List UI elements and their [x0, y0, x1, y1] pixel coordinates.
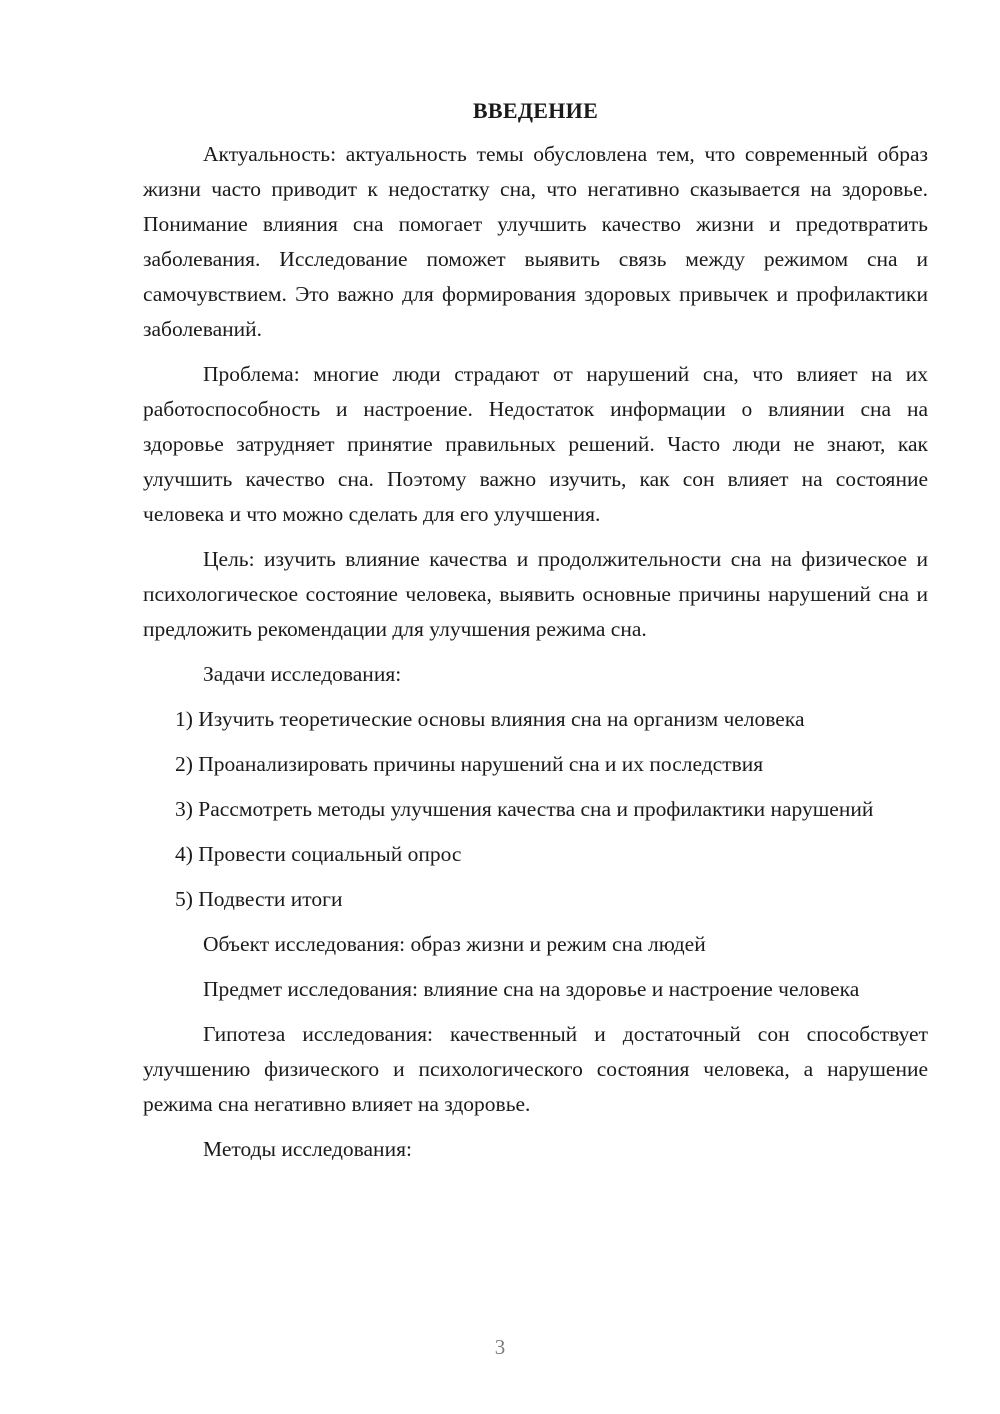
list-item: 3) Рассмотреть методы улучшения качества сна и профилактики нарушений [175, 797, 874, 821]
list-item: 4) Провести социальный опрос [175, 842, 462, 866]
tasks-list [143, 702, 928, 917]
subject-paragraph: Предмет исследования: влияние сна на здоровье и настроение человека [203, 977, 860, 1001]
page-content [143, 94, 928, 1177]
relevance-paragraph: Актуальность: актуальность темы обусловлена тем, что современный образ жизни часто приводит к недостатку сна, что негативно сказывается на здоровье. Понимание влияния сна помогает улучшить качество жизни и предотвратить заболевания. Исследование поможет выявить связь между режимом сна и самочувствием. Это важно для формирования здоровых привычек и профилактики заболеваний. [143, 142, 928, 341]
list-item: 2) Проанализировать причины нарушений сна и их последствия [175, 752, 764, 776]
goal-paragraph: Цель: изучить влияние качества и продолжительности сна на физическое и психологическое состояние человека, выявить основные причины нарушений сна и предложить рекомендации для улучшения режима сна. [143, 547, 928, 641]
methods-heading: Методы исследования: [203, 1137, 412, 1161]
list-item: 1) Изучить теоретические основы влияния сна на организм человека [175, 707, 805, 731]
tasks-heading: Задачи исследования: [203, 662, 402, 686]
page-number: 3 [494, 1335, 506, 1359]
problem-paragraph: Проблема: многие люди страдают от нарушений сна, что влияет на их работоспособность и настроение. Недостаток информации о влиянии сна на здоровье затрудняет принятие правильных решений. Часто люди не знают, как улучшить качество сна. Поэтому важно изучить, как сон влияет на состояние человека и что можно сделать для его улучшения. [143, 362, 928, 526]
hypothesis-paragraph: Гипотеза исследования: качественный и достаточный сон способствует улучшению физического и психологического состояния человека, а нарушение режима сна негативно влияет на здоровье. [143, 1022, 928, 1116]
page-title: ВВЕДЕНИЕ [472, 98, 599, 123]
list-item: 5) Подвести итоги [175, 887, 343, 911]
object-paragraph: Объект исследования: образ жизни и режим сна людей [203, 932, 706, 956]
